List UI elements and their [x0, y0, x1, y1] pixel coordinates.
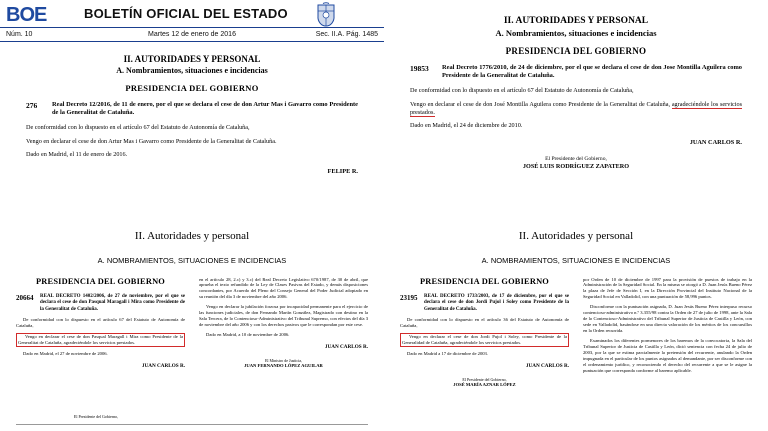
- document-bottom-right: [384, 216, 768, 431]
- right-column: [583, 277, 752, 388]
- boe-infobar: [0, 28, 384, 42]
- signature: JUAN CARLOS R.: [689, 139, 742, 147]
- signature: FELIPE R.: [327, 167, 358, 175]
- highlighted-phrase: agradeciéndole los servicios prestados.: [449, 340, 522, 346]
- big-section-title: II. Autoridades y personal: [134, 229, 250, 242]
- paragraph-3: Dado en Madrid, el 27 de noviembre de 2006.: [23, 351, 108, 357]
- signature: JUAN CARLOS R.: [141, 363, 185, 370]
- right-signer-role: El Ministro de Justicia,: [264, 358, 303, 364]
- entry-title: REAL DECRETO 1402/2006, de 27 de noviembre, por el que se declara el cese de don Pasqual Maragall i Mira como Presidente de la Generalitat de Cataluña.: [40, 293, 185, 312]
- two-column-body: [384, 265, 768, 388]
- section-heading: II. AUTORIDADES Y PERSONAL: [503, 16, 649, 26]
- big-subsection-title: A. NOMBRAMIENTOS, SITUACIONES E INCIDENCIAS: [481, 255, 671, 265]
- organism-heading: PRESIDENCIA DEL GOBIERNO: [505, 46, 647, 56]
- signer-role: El Presidente del Gobierno,: [73, 414, 119, 419]
- paragraph-2: [410, 101, 742, 117]
- boe-masthead: [0, 0, 384, 28]
- organism-heading: PRESIDENCIA DEL GOBIERNO: [125, 83, 259, 93]
- document-bottom-left: [0, 216, 384, 431]
- section-heading: II. AUTORIDADES Y PERSONAL: [123, 54, 261, 64]
- paragraph-3: Dado en Madrid a 17 de diciembre de 2003.: [407, 351, 489, 357]
- right-paragraph-2: Disconforme con la puntuación asignada, D. Juan Jesús Bueno Pérez interpuso recurso contencioso-administrativo n.º 3.355/98 contra la Orden de 27 de julio de 1998, ante la Sala de lo Contencioso-Administrativo del Tribunal Superior de Justicia de Castilla y León, con sede en Valladolid, basándose en una directa valoración de los méritos de los concursillos en la Orden recurrida.: [583, 304, 752, 334]
- left-column: [400, 277, 569, 388]
- paragraph-2: Vengo en declarar el cese de don Artur Mas i Gavarro como Presidente de la Generalitat de Cataluña.: [26, 137, 277, 145]
- boe-logo: BOE: [6, 4, 47, 26]
- boe-issue-number: Núm. 10: [6, 31, 33, 38]
- right-paragraph-3: Dado en Madrid, a 10 de noviembre de 2006.: [206, 332, 290, 338]
- entry-number: 19853: [410, 64, 429, 73]
- left-column: [16, 276, 185, 419]
- decree-entry: [26, 101, 358, 117]
- subsection-heading: A. Nombramientos, situaciones e incidencias: [495, 28, 657, 38]
- subsection-heading: A. Nombramientos, situaciones e incidencias: [116, 66, 268, 75]
- document-top-right: [384, 0, 768, 216]
- signer-role: El Presidente del Gobierno,: [462, 377, 507, 383]
- organism-heading: PRESIDENCIA DEL GOBIERNO: [419, 276, 550, 286]
- boe-body-top-right: [384, 0, 768, 170]
- boe-page-ref: Sec. II.A. Pág. 1485: [315, 31, 378, 38]
- right-signer-name: JUAN FERNANDO LÓPEZ AGUILAR: [244, 363, 323, 369]
- paragraph-3: Dado en Madrid, el 11 de enero de 2016.: [26, 150, 128, 158]
- boe-body-top-left: [0, 42, 384, 175]
- decree-entry: [16, 294, 185, 314]
- big-section-title: II. Autoridades y personal: [518, 229, 634, 242]
- right-column: [199, 277, 368, 370]
- entry-title: Real Decreto 1776/2010, de 24 de diciembre, por el que se declara el cese de don Jose Montilla Aguilera como Presidente de la Generalitat de Cataluña.: [442, 64, 742, 80]
- paragraph-1: De conformidad con lo dispuesto en el artículo 67 del Estatuto de Autonomía de Cataluña,: [26, 124, 250, 132]
- paragraph-1: De conformidad con lo dispuesto en el artículo 36 del Estatuto de Autonomía de Cataluña,: [400, 317, 569, 329]
- right-paragraph-3: Examinados los diferentes pormenores de los baremos de la convocatoria, la Sala del Tribunal Superior de Justicia de Castilla y León, dictó sentencia con fecha 24 de julio de 2003, por la que se estima parcialmente la pretensión del recurrente, anulando la Orden impugnada en el particular de los puntos asignados al demandante, por ser disconforme con el ordenamiento jurídico, y reconociendo el derecho del recurrente a que se le asigne la puntuación que corresponda conforme al baremo aplicable.: [583, 338, 752, 374]
- decree-entry: [400, 294, 569, 314]
- paragraph-2-text: Vengo en declarar el cese de don José Montilla Aguilera como Presidente de la Generalitat de Cataluña,: [410, 100, 671, 108]
- boe-date: Martes 12 de enero de 2016: [148, 31, 236, 38]
- coat-of-arms-spain-icon: [314, 2, 338, 27]
- organism-heading: PRESIDENCIA DEL GOBIERNO: [35, 276, 166, 286]
- footer-rule: [16, 424, 368, 425]
- boe-title: BOLETÍN OFICIAL DEL ESTADO: [84, 6, 288, 21]
- right-signature: JUAN CARLOS R.: [324, 344, 368, 351]
- two-column-body: [0, 265, 384, 419]
- highlighted-phrase: agradeciéndole los servicios prestados.: [63, 340, 136, 346]
- highlighted-phrase: agradeciéndole los servicios prestados.: [410, 100, 743, 116]
- paragraph-2: [16, 333, 185, 347]
- entry-number: 276: [26, 101, 38, 110]
- document-top-left: [0, 0, 384, 216]
- paragraph-2-text: Vengo en declarar el cese de don Pasqual Maragall i Mira como Presidente de la Generalitat de Cataluña,: [18, 334, 183, 346]
- big-subsection-title: A. NOMBRAMIENTOS, SITUACIONES E INCIDENCIAS: [97, 255, 287, 265]
- entry-title: Real Decreto 12/2016, de 11 de enero, por el que se declara el cese de don Artur Mas i Gavarro como Presidente de la Generalitat de Cataluña.: [52, 101, 358, 117]
- entry-number: 20664: [16, 293, 34, 302]
- paragraph-2: [400, 333, 569, 347]
- signer-name: JOSÉ MARÍA AZNAR LÓPEZ: [453, 382, 516, 388]
- signature: JUAN CARLOS R.: [525, 363, 569, 370]
- signer-name: JOSÉ LUIS RODRÍGUEZ ZAPATERO: [522, 163, 630, 171]
- signer-role: El Presidente del Gobierno,: [545, 156, 607, 163]
- paragraph-1: De conformidad con lo dispuesto en el artículo 67 del Estatuto de Autonomía de Cataluña,: [410, 87, 634, 95]
- right-paragraph-2: Vengo en declarar la jubilación forzosa por incapacidad permanente para el ejercicio de las funciones judiciales, de don Fernando Martín González, Magistrado con destino en la Sala Tercera, de lo Contencioso-Administrativo del Tribunal Supremo, con efectos del día 3 de noviembre del año 2006 y con los derechos pasivos que le correspondan por este cese.: [199, 304, 368, 328]
- paragraph-1: De conformidad con lo dispuesto en el artículo 67 del Estatuto de Autonomía de Cataluña,: [16, 317, 185, 329]
- entry-title: REAL DECRETO 1733/2003, de 17 de diciembre, por el que se declara el cese de don Jordi Pujol i Soley como Presidente de la Generalitat de Cataluña.: [424, 293, 569, 312]
- entry-number: 23195: [400, 293, 418, 302]
- paragraph-2-text: Vengo en declarar el cese de don Jordi Pujol i Soley, como Presidente de la Generalidad de Cataluña,: [402, 334, 567, 346]
- right-paragraph-1: en el artículo 28, 2.c) y 3.c) del Real Decreto Legislativo 670/1987, de 30 de abril, que aprueba el texto refundido de la Ley de Clases Pasivas del Estado, y demás disposiciones concordantes, por Acuerdo del Pleno del Consejo General del Poder Judicial adoptado en su reunión del día 3 de noviembre del año 2006.: [199, 276, 368, 300]
- paragraph-3: Dado en Madrid, el 24 de diciembre de 2010.: [410, 121, 523, 129]
- decree-entry: [410, 64, 742, 80]
- right-paragraph-1: por Orden de 10 de diciembre de 1997 para la provisión de puestos de trabajo en la Administración de la Seguridad Social. En la misma se otorgó a D. Juan Jesús Bueno Pérez la plaza de Jefe de Sección I, en la Dirección Provincial del Instituto Nacional de la Seguridad Social en Valladolid, con una puntuación de 58,996 puntos.: [583, 276, 752, 300]
